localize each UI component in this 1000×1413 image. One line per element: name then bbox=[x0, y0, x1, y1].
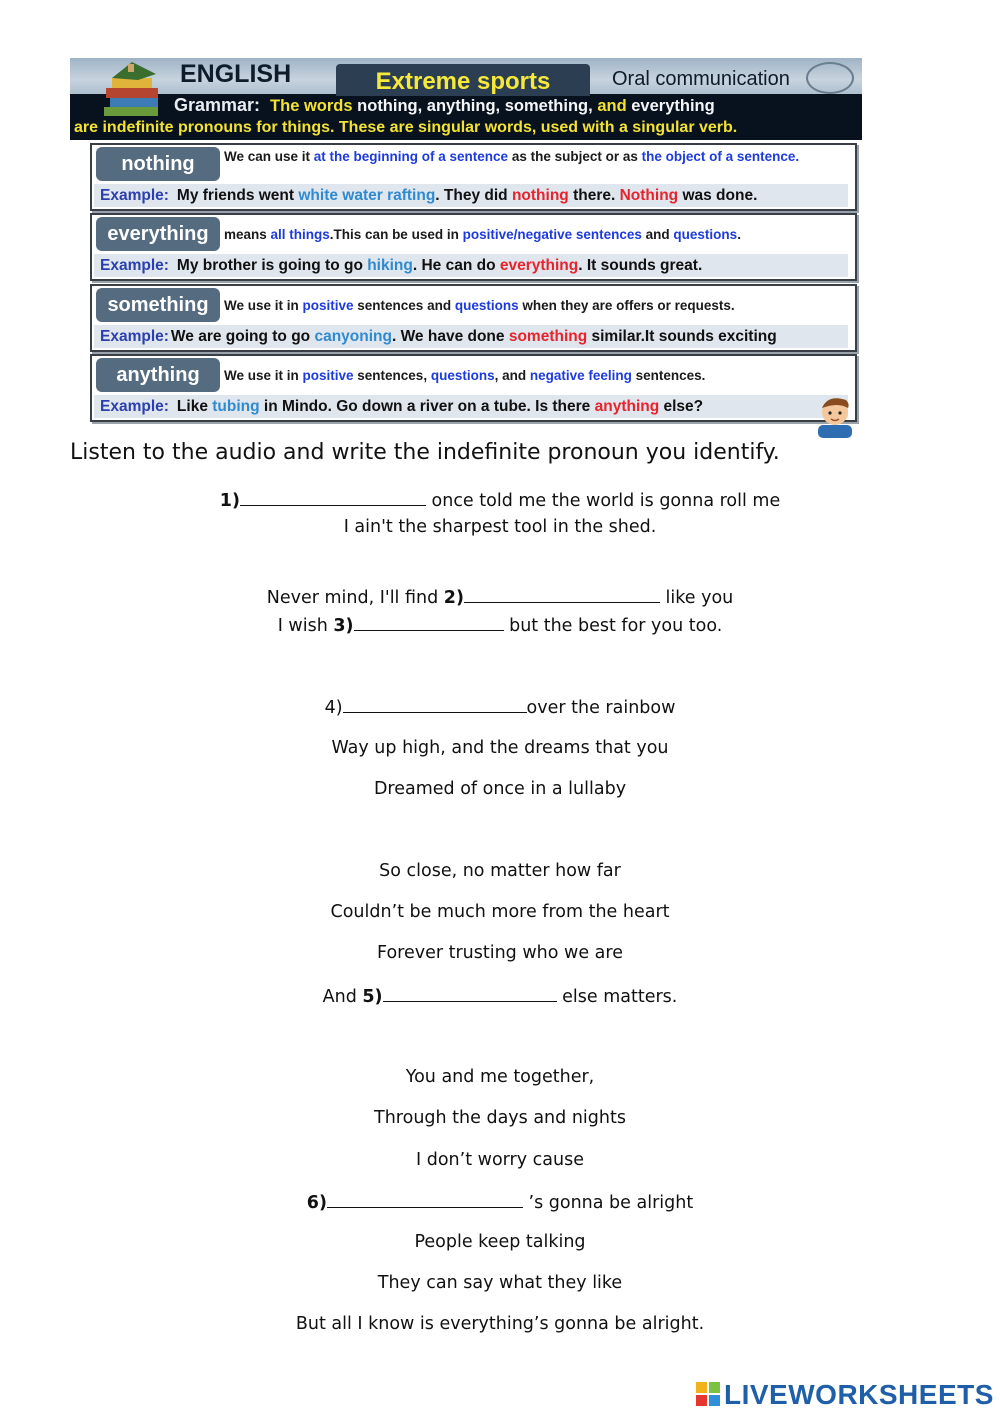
text-run: sentences. bbox=[631, 368, 706, 383]
grammar-intro-line2: are indefinite pronouns for things. These are singular words, used with a singular verb. bbox=[74, 119, 738, 136]
text-run: . They did bbox=[435, 187, 512, 204]
example-label: Example: bbox=[100, 328, 169, 345]
text-run: questions bbox=[454, 298, 519, 313]
question-number: 3) bbox=[333, 616, 354, 636]
text-run: positive/negative sentences bbox=[462, 227, 642, 242]
lyric-text: but the best for you too. bbox=[503, 616, 723, 636]
text-run: positive bbox=[302, 298, 354, 313]
pronoun-example bbox=[94, 325, 848, 348]
text-run: questions bbox=[673, 227, 738, 242]
question-number: 4) bbox=[324, 698, 343, 718]
question-number: 5) bbox=[362, 987, 383, 1007]
lyric-line-7: Dreamed of once in a lullaby bbox=[373, 779, 627, 799]
text-run: was done. bbox=[678, 187, 758, 204]
pronoun-label: nothing bbox=[96, 147, 220, 181]
lyric-line-8: So close, no matter how far bbox=[379, 861, 621, 881]
grammar-banner bbox=[70, 58, 862, 438]
lyric-line-14: I don’t worry cause bbox=[416, 1150, 584, 1170]
example-label: Example: bbox=[100, 398, 169, 415]
text-run: We use it in bbox=[224, 368, 303, 383]
text-run: means bbox=[224, 227, 271, 242]
text-run: questions bbox=[430, 368, 495, 383]
lyric-line-16: People keep talking bbox=[414, 1232, 586, 1252]
question-number: 2) bbox=[443, 588, 464, 608]
topic-label: Oral communication bbox=[612, 68, 790, 90]
text-run: and bbox=[641, 227, 674, 242]
lyric-line-12: You and me together, bbox=[405, 1067, 595, 1087]
text-run: . We have done bbox=[391, 328, 509, 345]
example-text bbox=[177, 398, 703, 415]
lyric-line-3 bbox=[0, 586, 1000, 608]
question-number: 1) bbox=[219, 491, 240, 511]
books-icon bbox=[98, 58, 168, 118]
lyric-line-2: I ain't the sharpest tool in the shed. bbox=[343, 517, 657, 537]
text-run: the object of a sentence. bbox=[641, 149, 800, 164]
text-run: We can use it bbox=[224, 149, 314, 164]
student-character-icon bbox=[808, 392, 862, 438]
text-run: .This can be used in bbox=[329, 227, 463, 242]
worksheet-title: Extreme sports bbox=[375, 68, 551, 95]
pronoun-box-nothing bbox=[90, 143, 857, 211]
text-run: at the beginning of a sentence bbox=[313, 149, 509, 164]
text-run: anything bbox=[594, 398, 660, 415]
pronoun-description bbox=[224, 147, 844, 166]
grammar-label: Grammar: bbox=[174, 95, 261, 115]
lyric-line-10: Forever trusting who we are bbox=[377, 943, 623, 963]
answer-field-5[interactable] bbox=[383, 985, 557, 1002]
text-run: in Mindo. Go down a river on a tube. Is there bbox=[259, 398, 595, 415]
intro-part-a: The words bbox=[270, 97, 353, 115]
text-run: all things bbox=[270, 227, 330, 242]
lyric-text: Never mind, I'll find bbox=[266, 588, 444, 608]
pronoun-example bbox=[94, 184, 848, 207]
lyric-text: I wish bbox=[277, 616, 334, 636]
example-label: Example: bbox=[100, 257, 169, 274]
banner-header bbox=[70, 58, 862, 140]
pronoun-box-anything bbox=[90, 354, 857, 422]
text-run: everything bbox=[499, 257, 579, 274]
lyric-text: else matters. bbox=[556, 987, 678, 1007]
lyric-text: And bbox=[322, 987, 363, 1007]
text-run: Like bbox=[176, 398, 213, 415]
text-run: My brother is going to go bbox=[176, 257, 368, 274]
intro-part-c: and bbox=[597, 97, 627, 115]
text-run: white water rafting bbox=[298, 187, 436, 204]
lyric-text: once told me the world is gonna roll me bbox=[425, 491, 781, 511]
text-run: , and bbox=[494, 368, 530, 383]
text-run: else? bbox=[659, 398, 704, 415]
liveworksheets-logo-icon bbox=[696, 1382, 720, 1406]
answer-field-2[interactable] bbox=[464, 586, 660, 603]
lyric-text: like you bbox=[659, 588, 734, 608]
pronoun-box-something bbox=[90, 284, 857, 352]
question-number: 6) bbox=[306, 1193, 327, 1213]
text-run: tubing bbox=[212, 398, 260, 415]
answer-field-4[interactable] bbox=[343, 696, 527, 713]
text-run: canyoning bbox=[314, 328, 392, 345]
pronoun-label: something bbox=[96, 288, 220, 322]
pronoun-box-everything bbox=[90, 213, 857, 281]
text-run: positive bbox=[302, 368, 354, 383]
text-run: as the subject or as bbox=[508, 149, 642, 164]
example-text bbox=[171, 328, 777, 345]
instruction-text: Listen to the audio and write the indefinite pronoun you identify. bbox=[70, 440, 780, 465]
title-badge bbox=[336, 64, 590, 96]
text-run: sentences and bbox=[353, 298, 455, 313]
intro-part-b: nothing, anything, something, bbox=[357, 97, 593, 115]
lyric-line-15 bbox=[0, 1191, 1000, 1213]
logo-ring-icon bbox=[806, 62, 854, 94]
example-label: Example: bbox=[100, 187, 169, 204]
text-run: We are going to go bbox=[170, 328, 315, 345]
lyric-line-18: But all I know is everything’s gonna be alright. bbox=[295, 1314, 705, 1334]
lyric-text: over the rainbow bbox=[526, 698, 676, 718]
answer-field-3[interactable] bbox=[354, 614, 504, 631]
text-run: . He can do bbox=[412, 257, 500, 274]
text-run: hiking bbox=[367, 257, 413, 274]
text-run: Nothing bbox=[619, 187, 679, 204]
lyric-line-9: Couldn’t be much more from the heart bbox=[330, 902, 670, 922]
intro-part-d: everything bbox=[631, 97, 715, 115]
text-run: . It sounds great. bbox=[578, 257, 703, 274]
example-text bbox=[177, 187, 757, 204]
pronoun-label: anything bbox=[96, 358, 220, 392]
text-run: sentences, bbox=[353, 368, 431, 383]
text-run: nothing bbox=[511, 187, 569, 204]
answer-field-1[interactable] bbox=[240, 489, 426, 506]
answer-field-6[interactable] bbox=[327, 1191, 523, 1208]
pronoun-example bbox=[94, 254, 848, 277]
pronoun-description bbox=[224, 225, 844, 244]
text-run: . bbox=[737, 227, 741, 242]
pronoun-description bbox=[224, 296, 844, 315]
pronoun-example bbox=[94, 395, 848, 418]
example-text bbox=[177, 257, 702, 274]
lyric-line-4 bbox=[0, 614, 1000, 636]
lyric-line-6: Way up high, and the dreams that you bbox=[331, 738, 669, 758]
liveworksheets-brand: LIVEWORKSHEETS bbox=[724, 1379, 994, 1410]
text-run: something bbox=[508, 328, 588, 345]
lyric-line-17: They can say what they like bbox=[377, 1273, 623, 1293]
lyric-line-5 bbox=[0, 696, 1000, 718]
text-run: when they are offers or requests. bbox=[518, 298, 735, 313]
lyric-line-11 bbox=[0, 985, 1000, 1007]
pronoun-label: everything bbox=[96, 217, 220, 251]
lyric-line-1 bbox=[0, 489, 1000, 511]
grammar-intro bbox=[174, 95, 715, 116]
text-run: negative feeling bbox=[529, 368, 632, 383]
text-run: My friends went bbox=[176, 187, 299, 204]
text-run: there. bbox=[568, 187, 620, 204]
subject-label: ENGLISH bbox=[180, 60, 292, 88]
lyric-text: ’s gonna be alright bbox=[522, 1193, 694, 1213]
text-run: We use it in bbox=[224, 298, 303, 313]
text-run: similar.It sounds exciting bbox=[587, 328, 777, 345]
lyric-line-13: Through the days and nights bbox=[374, 1108, 626, 1128]
pronoun-description bbox=[224, 366, 844, 385]
